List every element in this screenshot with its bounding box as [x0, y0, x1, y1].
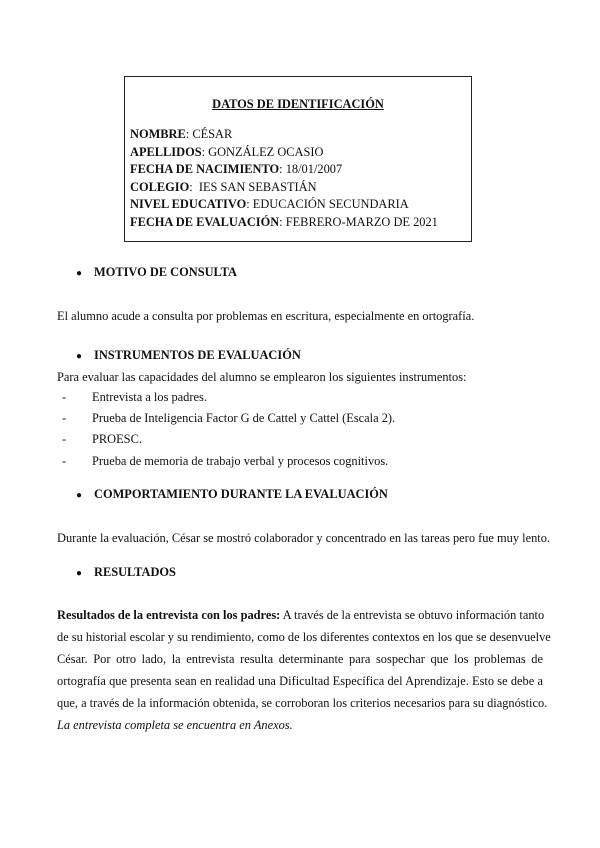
identification-box	[124, 76, 472, 242]
id-row-nivel-educativo	[130, 196, 438, 214]
bullet-icon: ●	[76, 351, 83, 362]
resultados-line: de su historial escolar y su rendimiento, como de los diferentes contextos en los que se desenvuelve	[57, 630, 551, 644]
resultados-lead: Resultados de la entrevista con los padres:	[57, 608, 281, 622]
list-item	[62, 454, 388, 469]
id-sep: :	[279, 162, 286, 176]
id-sep: :	[201, 144, 209, 159]
dash-icon: -	[62, 432, 67, 446]
comportamiento-paragraph: Durante la evaluación, César se mostró colaborador y concentrado en las tareas pero fue muy lento.	[57, 531, 551, 545]
heading-motivo-consulta	[76, 265, 237, 280]
id-label: APELLIDOS	[130, 144, 202, 159]
id-row-fecha-evaluacion	[130, 214, 438, 232]
heading-resultados	[76, 565, 176, 580]
id-row-fecha-nacimiento	[130, 161, 438, 179]
list-item-text: PROESC.	[92, 432, 142, 446]
id-label: COLEGIO	[130, 179, 190, 194]
id-value: GONZÁLEZ OCASIO	[208, 144, 324, 159]
heading-instrumentos	[76, 348, 301, 363]
heading-text: COMPORTAMIENTO DURANTE LA EVALUACIÓN	[94, 487, 388, 501]
dash-icon: -	[62, 411, 67, 425]
resultados-line: César. Por otro lado, la entrevista resulta determinante para sospechar que los problemas de	[57, 652, 543, 666]
id-label: FECHA DE NACIMIENTO	[130, 162, 280, 176]
instrumentos-intro: Para evaluar las capacidades del alumno se emplearon los siguientes instrumentos:	[57, 370, 467, 384]
id-label: NOMBRE	[130, 127, 186, 141]
id-row-apellidos	[130, 144, 438, 162]
id-sep: :	[279, 214, 286, 229]
id-value: 18/01/2007	[285, 162, 343, 176]
identification-title: DATOS DE IDENTIFICACIÓN	[212, 97, 384, 111]
heading-text: MOTIVO DE CONSULTA	[94, 265, 237, 279]
id-row-colegio	[130, 179, 438, 197]
list-item-text: Entrevista a los padres.	[92, 390, 207, 404]
resultados-note-line	[57, 714, 543, 736]
id-sep: :	[246, 197, 253, 211]
identification-rows	[130, 126, 438, 231]
resultados-text: A través de la entrevista se obtuvo información tanto	[280, 608, 545, 622]
motivo-paragraph: El alumno acude a consulta por problemas en escritura, especialmente en ortografía.	[57, 309, 475, 323]
dash-icon: -	[62, 390, 67, 404]
resultados-line	[57, 604, 543, 626]
resultados-line: ortografía que presenta sean en realidad una Dificultad Específica del Aprendizaje. Esto se debe a	[57, 674, 543, 688]
id-label: NIVEL EDUCATIVO	[130, 197, 247, 211]
resultados-paragraph	[57, 604, 551, 736]
heading-text: RESULTADOS	[94, 565, 176, 579]
list-item-text: Prueba de memoria de trabajo verbal y procesos cognitivos.	[92, 454, 389, 468]
id-value: EDUCACIÓN SECUNDARIA	[252, 197, 409, 211]
id-value: IES SAN SEBASTIÁN	[198, 179, 317, 194]
bullet-icon: ●	[76, 268, 83, 279]
list-item	[62, 411, 395, 426]
anexos-note: La entrevista completa se encuentra en Anexos.	[57, 718, 293, 732]
id-value: CÉSAR	[192, 127, 233, 141]
resultados-line: que, a través de la información obtenida, se corroboran los criterios necesarios para su diagnóstico.	[57, 696, 548, 710]
list-item	[62, 432, 142, 447]
id-value: FEBRERO-MARZO DE 2021	[285, 214, 438, 229]
bullet-icon: ●	[76, 568, 83, 579]
id-row-nombre	[130, 126, 438, 144]
bullet-icon: ●	[76, 490, 83, 501]
heading-text: INSTRUMENTOS DE EVALUACIÓN	[94, 348, 301, 362]
list-item	[62, 390, 207, 405]
dash-icon: -	[62, 454, 67, 468]
id-sep: :	[185, 127, 193, 141]
list-item-text: Prueba de Inteligencia Factor G de Cattel y Cattel (Escala 2).	[92, 411, 396, 425]
id-label: FECHA DE EVALUACIÓN	[130, 214, 280, 229]
heading-comportamiento	[76, 487, 388, 502]
id-sep: :	[189, 179, 199, 194]
